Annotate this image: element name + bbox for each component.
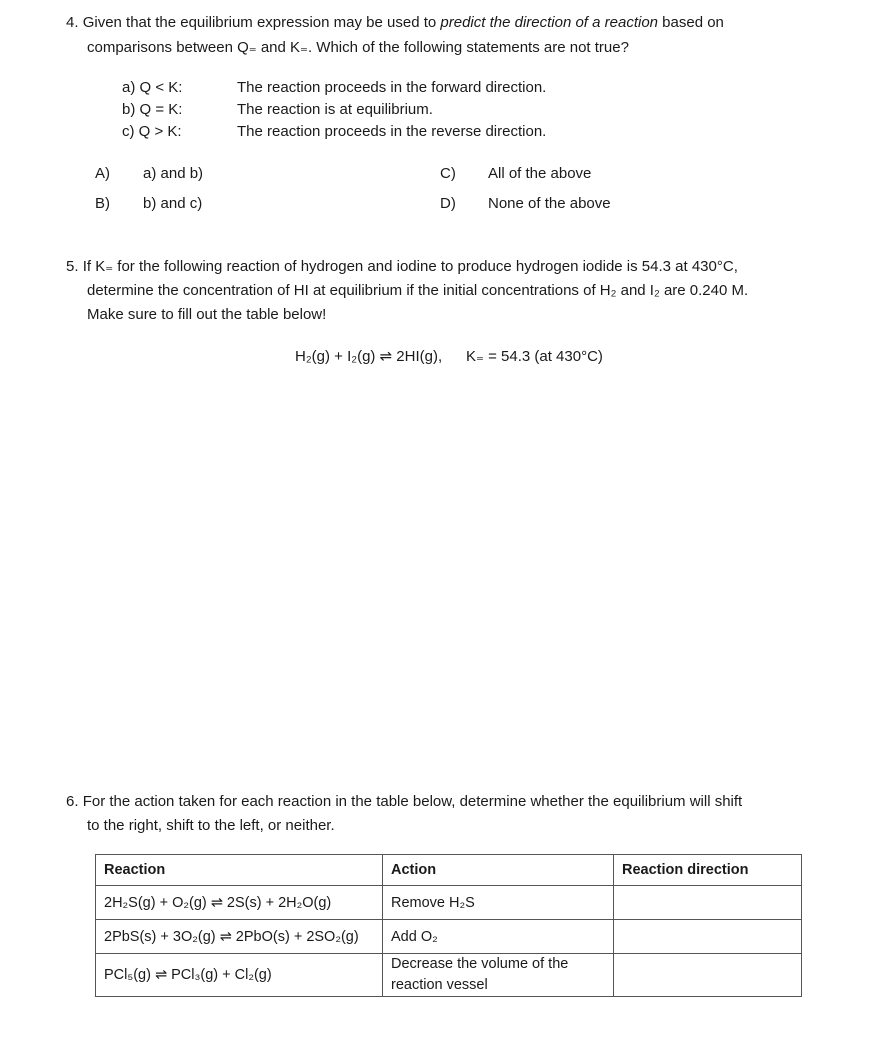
cell-reaction: 2H₂S(g) + O₂(g) ⇌ 2S(s) + 2H₂O(g) — [96, 886, 383, 920]
q6-line1 — [66, 789, 742, 814]
q4-statement-c-text: The reaction proceeds in the reverse direction. — [237, 123, 547, 140]
q4-statement-a-label: a) Q < K: — [122, 79, 183, 96]
q4-choice-d-letter: D) — [440, 195, 456, 212]
header-reaction: Reaction — [96, 855, 383, 886]
q4-statement-c-label: c) Q > K: — [122, 123, 182, 140]
reaction-table — [95, 854, 802, 997]
q4-choice-c-letter: C) — [440, 165, 456, 182]
q6-number: 6. — [66, 793, 79, 810]
q4-number: 4. — [66, 14, 79, 31]
table-row — [96, 920, 802, 954]
q4-choice-b-letter: B) — [95, 195, 110, 212]
cell-action: Remove H₂S — [383, 886, 614, 920]
q4-choice-c-text: All of the above — [488, 165, 592, 182]
q5-line2: determine the concentration of HI at equilibrium if the initial concentrations of H₂ and I₂ are 0.240 M. — [87, 282, 749, 299]
q4-statement-a-text: The reaction proceeds in the forward direction. — [237, 79, 547, 96]
cell-action: Add O₂ — [383, 920, 614, 954]
cell-action-line1: Decrease the volume of the — [391, 956, 569, 972]
q4-choice-b-text: b) and c) — [143, 195, 203, 212]
cell-direction[interactable] — [614, 886, 802, 920]
q4-choice-a-text: a) and b) — [143, 165, 204, 182]
q5-equation: H₂(g) + I₂(g) ⇌ 2HI(g), — [295, 348, 443, 365]
q4-statement-b-label: b) Q = K: — [122, 101, 183, 118]
q6-text-1: For the action taken for each reaction in the table below, determine whether the equilibrium will shift — [82, 793, 743, 810]
q5-line1 — [66, 254, 738, 279]
q4-choice-a-letter: A) — [95, 165, 110, 182]
table-header-row — [96, 855, 802, 886]
q4-text-em: predict the direction of a reaction — [440, 14, 659, 31]
table-row — [96, 886, 802, 920]
q4-text-b: based on — [658, 14, 724, 31]
q5-kc: K₌ = 54.3 (at 430°C) — [466, 348, 603, 365]
q4-choice-d-text: None of the above — [488, 195, 611, 212]
q5-text-1: If K₌ for the following reaction of hydrogen and iodine to produce hydrogen iodide is 54.3 at 430°C, — [82, 258, 738, 275]
header-action: Action — [383, 855, 614, 886]
table-row — [96, 954, 802, 997]
q4-text-a: Given that the equilibrium expression may be used to — [82, 14, 441, 31]
q5-number: 5. — [66, 258, 79, 275]
q6-line2: to the right, shift to the left, or neither. — [87, 817, 335, 834]
q5-line3: Make sure to fill out the table below! — [87, 306, 327, 323]
q4-statement-b-text: The reaction is at equilibrium. — [237, 101, 433, 118]
cell-action — [383, 954, 614, 997]
header-direction: Reaction direction — [614, 855, 802, 886]
cell-direction[interactable] — [614, 920, 802, 954]
q4-line2: comparisons between Q₌ and K₌. Which of the following statements are not true? — [87, 39, 629, 56]
cell-action-line2: reaction vessel — [391, 977, 488, 993]
cell-reaction: PCl₅(g) ⇌ PCl₃(g) + Cl₂(g) — [96, 954, 383, 997]
q4-line1 — [66, 10, 724, 35]
cell-reaction: 2PbS(s) + 3O₂(g) ⇌ 2PbO(s) + 2SO₂(g) — [96, 920, 383, 954]
cell-direction[interactable] — [614, 954, 802, 997]
